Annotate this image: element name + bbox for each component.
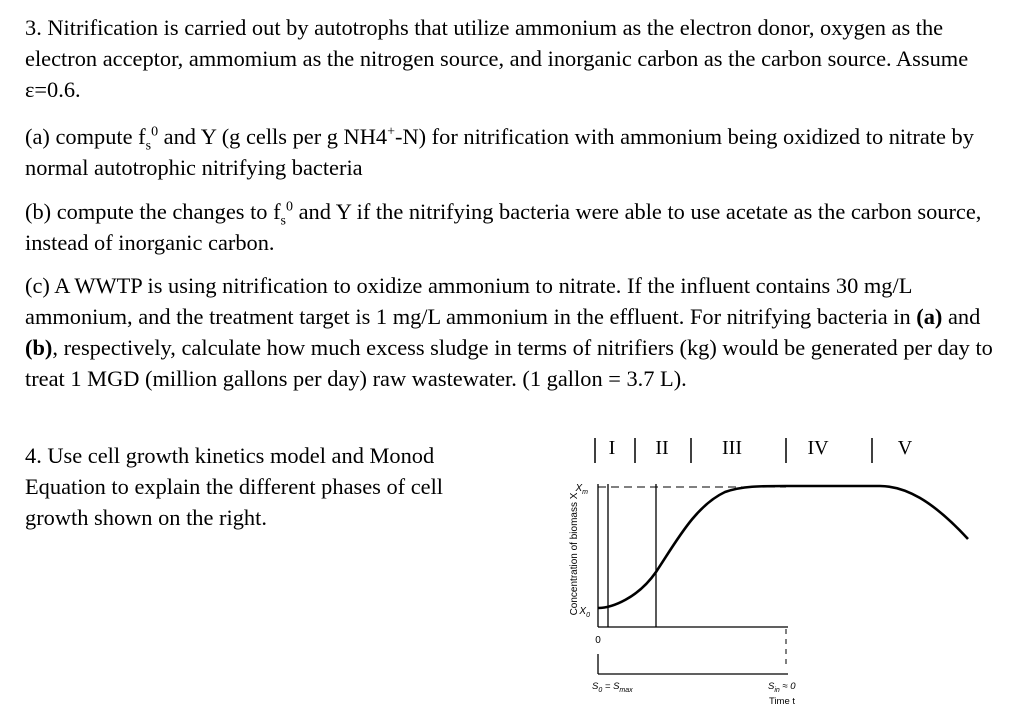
q3b-fs-superscript: 0 — [286, 199, 293, 215]
phase-label-3: III — [722, 437, 742, 459]
growth-phase-figure — [560, 424, 980, 719]
s0-smax-label — [592, 681, 633, 694]
q3c-and: and — [942, 304, 981, 329]
xm-label-sub: m — [582, 489, 588, 496]
question-3a-text — [25, 121, 1000, 183]
phase-label-1: I — [608, 437, 616, 459]
q3b-before: (b) compute the changes to f — [25, 199, 281, 224]
q3b-fs-subscript: s — [280, 213, 286, 229]
time-axis-label: Time t — [768, 696, 796, 707]
eq-smax: = S — [602, 681, 620, 692]
x0-label-sub: 0 — [586, 612, 590, 619]
question-3c-text — [25, 270, 1000, 394]
growth-curve — [598, 486, 968, 608]
q3a-fs-superscript: 0 — [151, 124, 159, 140]
sin-sub: in — [774, 687, 780, 694]
phase-label-4: IV — [807, 437, 829, 459]
q3c-bold-a: (a) — [916, 304, 943, 329]
xm-label-x: X — [575, 483, 583, 494]
q3a-nh4-plus: + — [387, 124, 395, 140]
q3c-bold-b: (b) — [25, 335, 53, 360]
s0-sub: 0 — [598, 687, 603, 694]
q3c-part2: , respectively, calculate how much excess sludge in terms of nitrifiers (kg) would be generated per day to treat 1 MGD (million gallons per day) raw wastewater. (1 gallon = 3.7 L). — [25, 335, 993, 391]
sin-label — [768, 681, 796, 694]
sin-symbol: S — [768, 681, 775, 692]
approx-zero: ≈ 0 — [779, 681, 796, 692]
s0-symbol: S — [592, 681, 599, 692]
x0-label — [578, 606, 590, 619]
x0-label-x: X — [579, 606, 587, 617]
smax-sub: max — [619, 687, 633, 694]
question-4-text: 4. Use cell growth kinetics model and Monod Equation to explain the different phases of cell growth shown on the right. — [25, 443, 444, 530]
q3b-after: and Y if the nitrifying bacteria were able to use acetate as the carbon source, instead of inorganic carbon. — [25, 199, 982, 255]
question-3-text: 3. Nitrification is carried out by autotrophs that utilize ammonium as the electron donor, oxygen as the electron acceptor, ammomium as the nitrogen source, and inorganic carbon as the carbon source. Assume ε=0.6. — [25, 15, 969, 102]
phase-label-5: V — [897, 437, 913, 459]
q3a-nh4-four: 4 — [375, 124, 388, 149]
q3a-before: (a) compute f — [25, 124, 146, 149]
phase-label-2: II — [655, 437, 669, 459]
y-axis-label: Concentration of biomass X — [569, 492, 580, 616]
q3a-fs-subscript: s — [145, 138, 152, 154]
q3c-part1: (c) A WWTP is using nitrification to oxidize ammonium to nitrate. If the influent contains 30 mg/L ammonium, and the treatment target is 1 mg/L ammonium in the effluent. For nitrifying bacteria in — [25, 273, 917, 329]
origin-zero-label: 0 — [595, 635, 601, 646]
question-3b-text — [25, 196, 1000, 258]
q3a-mid: and Y (g cells per g NH — [158, 124, 376, 149]
q3a-after: -N) for nitrification with ammonium being oxidized to nitrate by normal autotrophic nitrifying bacteria — [25, 124, 974, 180]
